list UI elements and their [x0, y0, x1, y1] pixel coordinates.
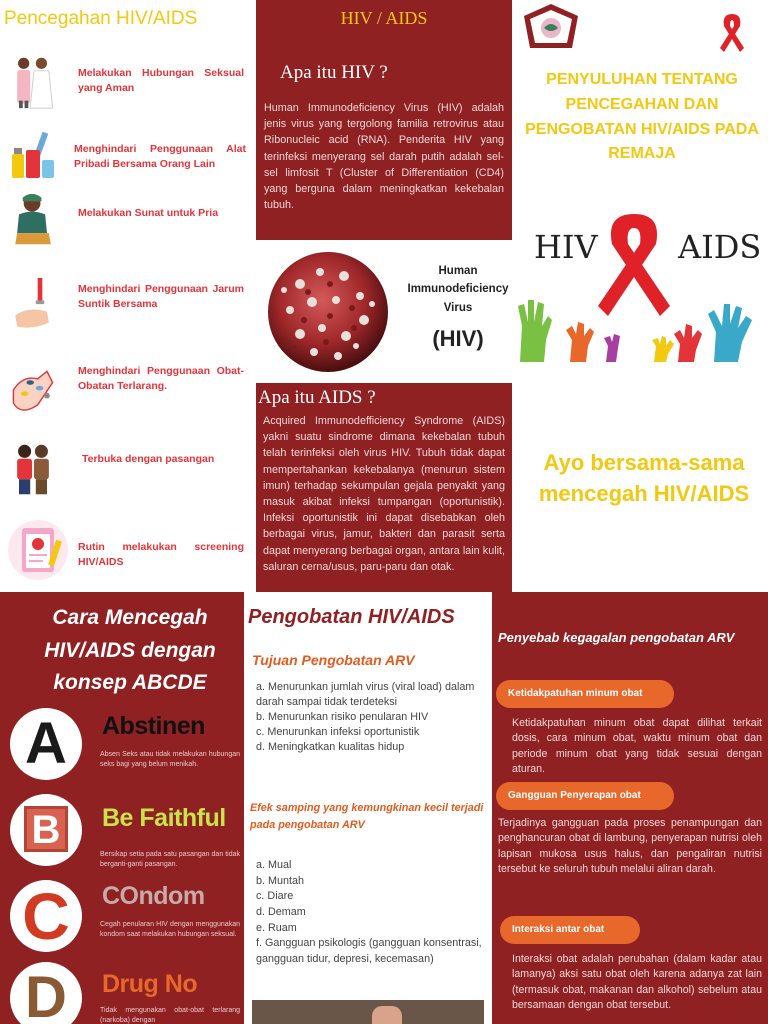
goal-item: a. Menurunkan jumlah virus (viral load) dalam darah sampai tidak terdeteksi [256, 681, 475, 709]
prevention-item-text: Rutin melakukan screening HIV/AIDS [78, 541, 244, 569]
prevention-item-text: Melakukan Hubungan Seksual yang Aman [78, 67, 244, 95]
prevention-item [0, 192, 256, 258]
virus-abbrev-label: (HIV) [432, 326, 484, 351]
side-effect-item: a. Mual [256, 859, 292, 871]
failure-reason-label: Gangguan Penyerapan obat [496, 782, 674, 810]
syringe-hand-icon [8, 278, 58, 334]
prevention-item [0, 128, 256, 188]
prevention-title: Pencegahan HIV/AIDS [4, 8, 198, 29]
goal-item: c. Menurunkan infeksi oportunistik [256, 726, 420, 739]
person-sitting-icon [8, 192, 58, 248]
pills-hand-icon [8, 362, 58, 418]
treatment-title: Pengobatan HIV/AIDS [248, 606, 455, 628]
side-effects-list [256, 858, 488, 967]
goal-item: b. Menurunkan risiko penularan HIV [256, 711, 429, 724]
prevention-item [0, 516, 256, 586]
abstinen-description: Absen Seks atau tidak melakukan hubungan seks bagi yang belum menikah. [100, 751, 240, 769]
couple-icon [8, 442, 58, 498]
institution-logo-icon [522, 2, 580, 50]
letter-c: C [22, 879, 70, 953]
failure-title: Penyebab kegagalan pengobatan ARV [498, 630, 735, 645]
condom-heading: COndom [102, 882, 205, 910]
hiv-description: Human Immunodeficiency Virus (HIV) adalah jenis virus yang tergolong familia retrovirus atau Ribonucleic acid (RNA). Penderita HIV yang terinfeksi menyerang sel darah putih adalah sel-sel limfosit T (Cluster of Differentiation (CD4) yang berguna dalam meningkatkan kekebalan tubuh. [264, 102, 504, 212]
personal-items-icon [8, 130, 58, 186]
letter-d: D [25, 965, 67, 1024]
treatment-subtitle: Tujuan Pengobatan ARV [252, 652, 415, 668]
letter-c-badge [10, 880, 82, 952]
drug-no-heading: Drug No [102, 970, 198, 998]
prevention-item [0, 358, 256, 422]
side-effect-item: f. Gangguan psikologis (gangguan konsentrasi, gangguan tidur, depresi, kecemasan) [256, 937, 482, 965]
abstinen-heading: Abstinen [102, 712, 205, 740]
side-effect-item: b. Muntah [256, 874, 305, 887]
clipboard-test-icon [8, 518, 70, 582]
treatment-panel [244, 592, 492, 1024]
hiv-aids-header: HIV / AIDS [340, 8, 428, 28]
be-faithful-heading: Be Faithful [102, 804, 226, 832]
condom-description: Cegah penularan HIV dengan menggunakan kondom saat melakukan hubungan seksual. [100, 921, 240, 939]
be-faithful-description: Bersikap setia pada satu pasangan dan tidak berganti-ganti pasangan. [100, 851, 240, 869]
aids-question: Apa itu AIDS ? [258, 387, 376, 408]
cover-title: PENYULUHAN TENTANG PENCEGAHAN DAN PENGOBATAN HIV/AIDS PADA REMAJA [525, 71, 759, 163]
cover-hiv-word: HIV [534, 228, 598, 266]
prevention-item [0, 278, 256, 342]
letter-b: B [31, 808, 61, 852]
prevention-panel [0, 0, 256, 592]
cover-aids-word: AIDS [678, 228, 762, 266]
side-effect-item: d. Demam [256, 905, 306, 918]
goal-item: d. Meningkatkan kualitas hidup [256, 741, 405, 754]
treatment-failure-panel [492, 592, 768, 1024]
prevention-item-text: Melakukan Sunat untuk Pria [78, 207, 219, 219]
abcde-title: Cara Mencegah HIV/AIDS dengan konsep ABCDE [44, 606, 216, 695]
drug-no-description: Tidak mengunakan obat-obat terlarang (narkoba) dengan [100, 1007, 240, 1024]
prevention-item-text: Menghindari Penggunaan Obat-Obatan Terlarang. [78, 365, 244, 393]
abcde-panel [0, 592, 244, 1024]
failure-reason-label: Ketidakpatuhan minum obat [496, 680, 674, 708]
letter-a: A [25, 711, 67, 776]
failure-reason-text: Ketidakpatuhan minum obat dapat dilihat terkait dosis, cara minum obat, waktu minum obat dan periode minum obat yang tidak sesuai dengan aturan. [512, 717, 762, 776]
virus-image [260, 244, 396, 380]
prevention-item [0, 52, 256, 118]
treatment-photo [252, 1000, 484, 1024]
letter-d-badge [10, 962, 82, 1024]
small-ribbon-icon [718, 12, 746, 54]
prevention-item-text: Menghindari Penggunaan Alat Pribadi Bersama Orang Lain [74, 143, 246, 171]
side-effects-heading: Efek samping yang kemungkinan kecil terjadi pada pengobatan ARV [250, 802, 484, 831]
virus-name-label: Human Immunodeficiency Virus [407, 265, 509, 314]
hiv-info-panel [256, 0, 512, 240]
hiv-question: Apa itu HIV ? [280, 62, 388, 83]
aids-description: Acquired Immunodefficiency Syndrome (AIDS) yakni suatu sindrome dimana kekebalan tubuh telah terinfeksi oleh virus HIV. Tubuh tidak dapat mempertahankan kekebalanya (menurun sistem imun) terhadap sekumpulan gejala penyakit yang masuk akibat infeksi tumpangan (oportunistik). Infeksi oportunistik ini dapat disebabkan oleh berbagai virus, jamur, bakteri dan parasit serta dapat menyerang berbagai organ, antara lain kulit, saluran cerna/usus, paru-paru dan otak. [263, 415, 505, 573]
prevention-item-text: Menghindari Penggunaan Jarum Suntik Bersama [78, 283, 244, 311]
wedding-couple-icon [8, 54, 58, 110]
letter-a-badge [10, 708, 82, 780]
raised-hands-icon [514, 296, 766, 364]
side-effect-item: e. Ruam [256, 921, 297, 934]
prevention-item-text: Terbuka dengan pasangan [82, 453, 215, 465]
failure-reason-label: Interaksi antar obat [500, 916, 640, 944]
side-effect-item: c. Diare [256, 890, 294, 903]
cover-slogan: Ayo bersama-sama mencegah HIV/AIDS [538, 450, 750, 506]
prevention-item [0, 440, 256, 506]
letter-b-badge [10, 794, 82, 866]
cover-panel [512, 0, 768, 592]
failure-reason-text: Terjadinya gangguan pada proses penampungan dan penghancuran obat di lambung, penyerapan nutrisi oleh lapisan mukosa usus halus, dan pengaliran nutrisi tersebut ke seluruh tubuh melalui aliran darah. [498, 817, 762, 876]
treatment-goals-list [256, 680, 488, 756]
aids-info-panel [256, 383, 512, 592]
failure-reason-text: Interaksi obat adalah perubahan (dalam kadar atau lamanya) aksi satu obat oleh karena adanya zat lain (termasuk obat, makanan dan alkohol) sebelum atau bersamaan dengan obat tersebut. [512, 953, 762, 1012]
virus-panel [256, 240, 512, 383]
